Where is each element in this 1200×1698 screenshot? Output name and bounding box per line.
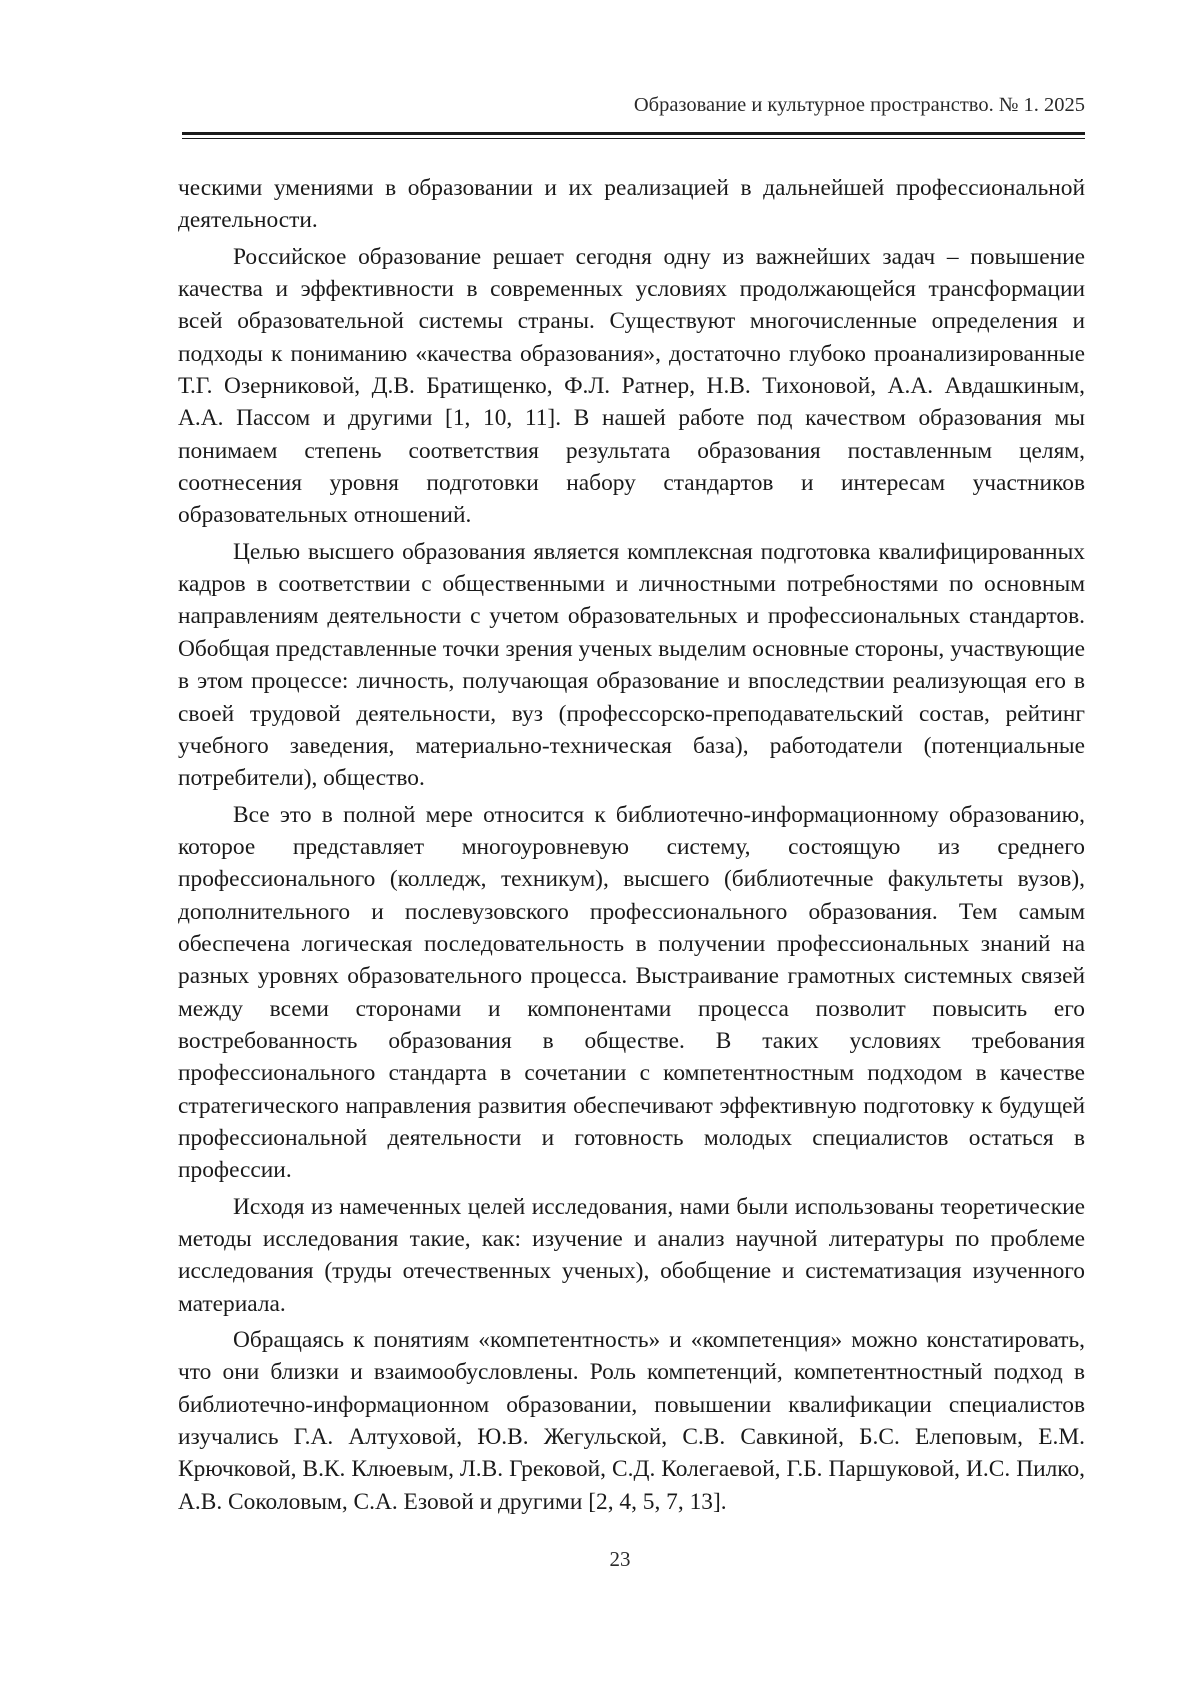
running-header: Образование и культурное пространство. № 1. 2025 [633, 94, 1085, 116]
paragraph: ческими умениями в образовании и их реализацией в дальнейшей профессиональной деятельности. [178, 175, 1085, 234]
paragraph: Все это в полной мере относится к библиотечно-информационному образованию, которое представляет многоуровневую систему, состоящую из среднего профессионального (колледж, техникум), высшего (библиотечные факультеты вузов), дополнительного и послевузовского профессионального образования. Тем самым обеспечена логическая последовательность в получении профессиональных знаний на разных уровнях образовательного процесса. Выстраивание грамотных системных связей между всеми сторонами и компонентами процесса позволит повысить его востребованность образования в обществе. В таких условиях требования профессионального стандарта в сочетании с компетентностным подходом в качестве стратегического направления развития обеспечивают эффективную подготовку к будущей профессиональной деятельности и готовность молодых специалистов остаться в профессии. [178, 801, 1085, 1184]
paragraph: Исходя из намеченных целей исследования, нами были использованы теоретические методы исследования такие, как: изучение и анализ научной литературы по проблеме исследования (труды отечественных ученых), обобщение и систематизация изученного материала. [178, 1193, 1085, 1317]
paragraph: Обращаясь к понятиям «компетентность» и «компетенция» можно констатировать, что они близки и взаимообусловлены. Роль компетенций, компетентностный подход в библиотечно-информационном образовании, повышении квалификации специалистов изучались Г.А. Алтуховой, Ю.В. Жегульской, С.В. Савкиной, Б.С. Елеповым, Е.М. Крючковой, В.К. Клюевым, Л.В. Грековой, С.Д. Колегаевой, Г.Б. Паршуковой, И.С. Пилко, А.В. Соколовым, С.А. Езовой и другими [2, 4, 5, 7, 13]. [178, 1327, 1085, 1515]
paragraph: Российское образование решает сегодня одну из важнейших задач – повышение качества и эффективности в современных условиях продолжающейся трансформации всей образовательной системы страны. Существуют многочисленные определения и подходы к пониманию «качества образования», достаточно глубоко проанализированные Т.Г. Озерниковой, Д.В. Братищенко, Ф.Л. Ратнер, Н.В. Тихоновой, А.А. Авдашкиным, А.А. Пассом и другими [1, 10, 11]. В нашей работе под качеством образования мы понимаем степень соответствия результата образования поставленным целям, соотнесения уровня подготовки набору стандартов и интересам участников образовательных отношений. [178, 243, 1085, 529]
paragraph: Целью высшего образования является комплексная подготовка квалифицированных кадров в соответствии с общественными и личностными потребностями по основным направлениям деятельности с учетом образовательных и профессиональных стандартов. Обобщая представленные точки зрения ученых выделим основные стороны, участвующие в этом процессе: личность, получающая образование и впоследствии реализующая его в своей трудовой деятельности, вуз (профессорско-преподавательский состав, рейтинг учебного заведения, материально-техническая база), работодатели (потенциальные потребители), общество. [178, 538, 1085, 792]
header-rule-thin [182, 138, 1085, 139]
page-number: 23 [609, 1547, 631, 1571]
header-rule-thick [182, 132, 1085, 135]
article-body [178, 172, 1085, 1522]
